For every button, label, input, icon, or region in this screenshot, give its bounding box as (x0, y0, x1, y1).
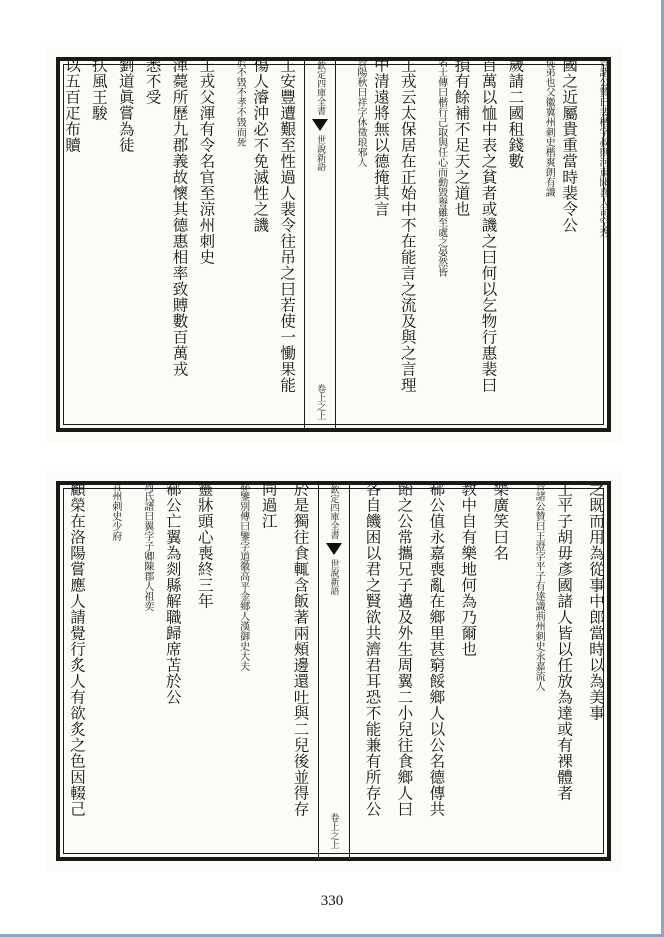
text-column: 飴之公常攜兄子邁及外生周翼二小兒往食鄉人曰 (395, 481, 414, 817)
center-volume-label: 卷上之上 (315, 384, 326, 420)
center-work-title: 世說新語 (328, 559, 339, 595)
text-column: 王戎父渾有令名官至涼州刺史 (197, 57, 216, 265)
text-column: 於是獨往食輒含飯著兩頰邊還吐與二兒後並得存 (291, 481, 310, 817)
commentary-column: 晉陽秋曰祥字休徵琅邪人 (354, 57, 366, 167)
center-volume-label: 卷上之上 (328, 813, 339, 849)
center-book-title: 欽定四庫全書 (315, 61, 326, 115)
commentary-column: 晉諸公贊曰王澄字平子有達識荊州刺史永嘉流人 (533, 481, 545, 691)
text-column: 同過江 (259, 481, 278, 529)
text-column: 扶風王駿 (89, 57, 108, 121)
fish-tail-mark-icon (310, 119, 330, 131)
text-column: 教中自有樂地何為乃爾也 (459, 481, 478, 657)
text-column: 劉道眞嘗為徒 (116, 57, 135, 153)
text-column: 之既而用為從事中郎當時以為美事 (587, 481, 605, 721)
commentary-column: 晉諸公贊曰裴楷字叔則河東聞喜人司空秀 (597, 57, 608, 237)
text-column: 靈牀頭心喪終三年 (195, 481, 214, 609)
center-margin-strip (318, 481, 350, 857)
commentary-column: 郗鑒別傳曰鑒字道徽高平金鄉人漢御史大夫 (237, 481, 249, 671)
text-column: 百萬以恤中表之貧者或譏之曰何以乞物行惠裴曰 (479, 57, 498, 393)
commentary-column: 從弟也父徽冀州刺史楷爽朗有識 (543, 57, 555, 197)
center-book-title: 欽定四庫全書 (328, 485, 339, 539)
text-column: 王戎云太保居在正始中不在能言之流及與之言理 (398, 57, 417, 393)
top-page-sheet (46, 47, 621, 442)
text-column: 國之近屬貴重當時裴令公 (560, 57, 579, 233)
text-column: 樂廣笑曰名 (491, 481, 510, 561)
commentary-column: 名士傳曰楷行己取與任心而動毀譽雖至處之晏然皆 (435, 57, 447, 277)
text-column: 郗公值永嘉喪亂在鄉里甚窮餒鄉人以公名德傳共 (427, 481, 446, 817)
text-column: 王安豐遭艱至性過人裴令往吊之曰若使一慟果能 (278, 57, 297, 393)
text-column: 傷人濬沖必不免滅性之譏 (251, 57, 270, 233)
text-column: 歲請二國租錢數 (506, 57, 525, 169)
text-column: 王平子胡毋彥國諸人皆以任放為達或有裸體者 (555, 481, 574, 801)
commentary-column: 青州刺史少府 (109, 481, 121, 541)
bottom-text-columns (58, 481, 609, 857)
top-text-columns (58, 57, 609, 428)
page-number: 330 (320, 893, 344, 909)
text-column: 郗公亡翼為剡縣解職歸席苫於公 (163, 481, 182, 705)
text-column: 渾薨所歷九郡義故懷其德惠相率致賻數百萬戎 (170, 57, 189, 377)
text-column: 悉不受 (143, 57, 162, 105)
bottom-page-sheet (46, 471, 621, 871)
text-column: 以五百疋布贖 (62, 57, 81, 153)
text-column: 顧榮在洛陽嘗應人請覺行炙人有欲炙之色因輟己 (67, 481, 86, 817)
commentary-column: 周氏譜曰翼字子卿陳郡人祖奕 (141, 481, 153, 611)
text-column: 各自饑困以君之賢欲共濟君耳恐不能兼有所存公 (363, 481, 382, 817)
commentary-column: 於不毀不孝不毀而死 (234, 57, 246, 147)
center-margin-strip (304, 57, 336, 428)
fish-tail-mark-icon (324, 543, 344, 555)
center-work-title: 世說新語 (315, 135, 326, 171)
text-column: 中清遠將無以德掩其言 (371, 57, 390, 217)
text-column: 損有餘補不足天之道也 (452, 57, 471, 217)
